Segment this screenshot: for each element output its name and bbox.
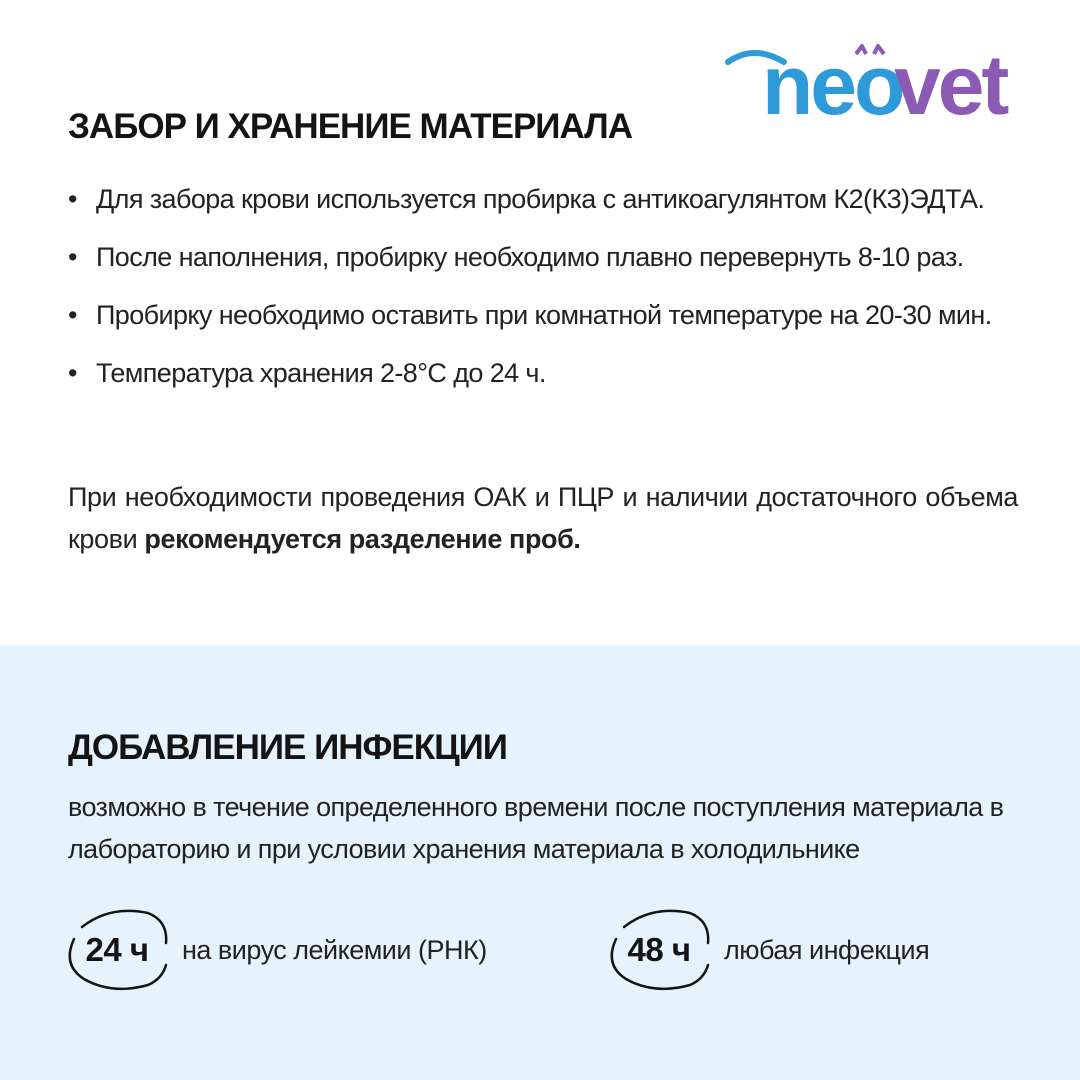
bullet-icon: • [68, 358, 77, 388]
svg-text:vet: vet [894, 40, 1007, 124]
list-item-text: Пробирку необходимо оставить при комнатной температуре на 20-30 мин. [96, 300, 992, 330]
list-item [66, 286, 992, 344]
bullet-icon: • [68, 242, 77, 272]
bullet-icon: • [68, 184, 77, 214]
list-item [66, 228, 992, 286]
badge-circle [604, 905, 714, 995]
badge-24h [62, 905, 487, 995]
list-item-text: Температура хранения 2-8°С до 24 ч. [96, 358, 546, 388]
badge-48h [604, 905, 929, 995]
list-item [66, 344, 992, 402]
storage-note-emphasis: рекомендуется разделение проб. [144, 524, 581, 554]
list-item-text: Для забора крови используется пробирка с антикоагулянтом К2(К3)ЭДТА. [96, 184, 985, 214]
storage-title: ЗАБОР И ХРАНЕНИЕ МАТЕРИАЛА [68, 107, 632, 146]
badge-label: на вирус лейкемии (РНК) [182, 934, 487, 965]
list-item [66, 170, 992, 228]
storage-note-text: При необходимости проведения ОАК и ПЦР и наличии достаточного объема крови [68, 482, 1018, 554]
storage-list [66, 170, 992, 402]
neovet-logo [724, 40, 1024, 124]
badge-circle [62, 905, 172, 995]
list-item-text: После наполнения, пробирку необходимо плавно перевернуть 8-10 раз. [96, 242, 964, 272]
badge-value: 48 ч [627, 931, 691, 968]
storage-note [68, 476, 1018, 560]
infection-title: ДОБАВЛЕНИЕ ИНФЕКЦИИ [68, 728, 507, 767]
svg-text:neo: neo [762, 40, 903, 124]
infection-description: возможно в течение определенного времени после поступления материала в лабораторию и при условии хранения материала в холодильнике [68, 792, 1004, 864]
badge-label: любая инфекция [724, 934, 930, 965]
badge-value: 24 ч [85, 931, 149, 968]
bullet-icon: • [68, 300, 77, 330]
